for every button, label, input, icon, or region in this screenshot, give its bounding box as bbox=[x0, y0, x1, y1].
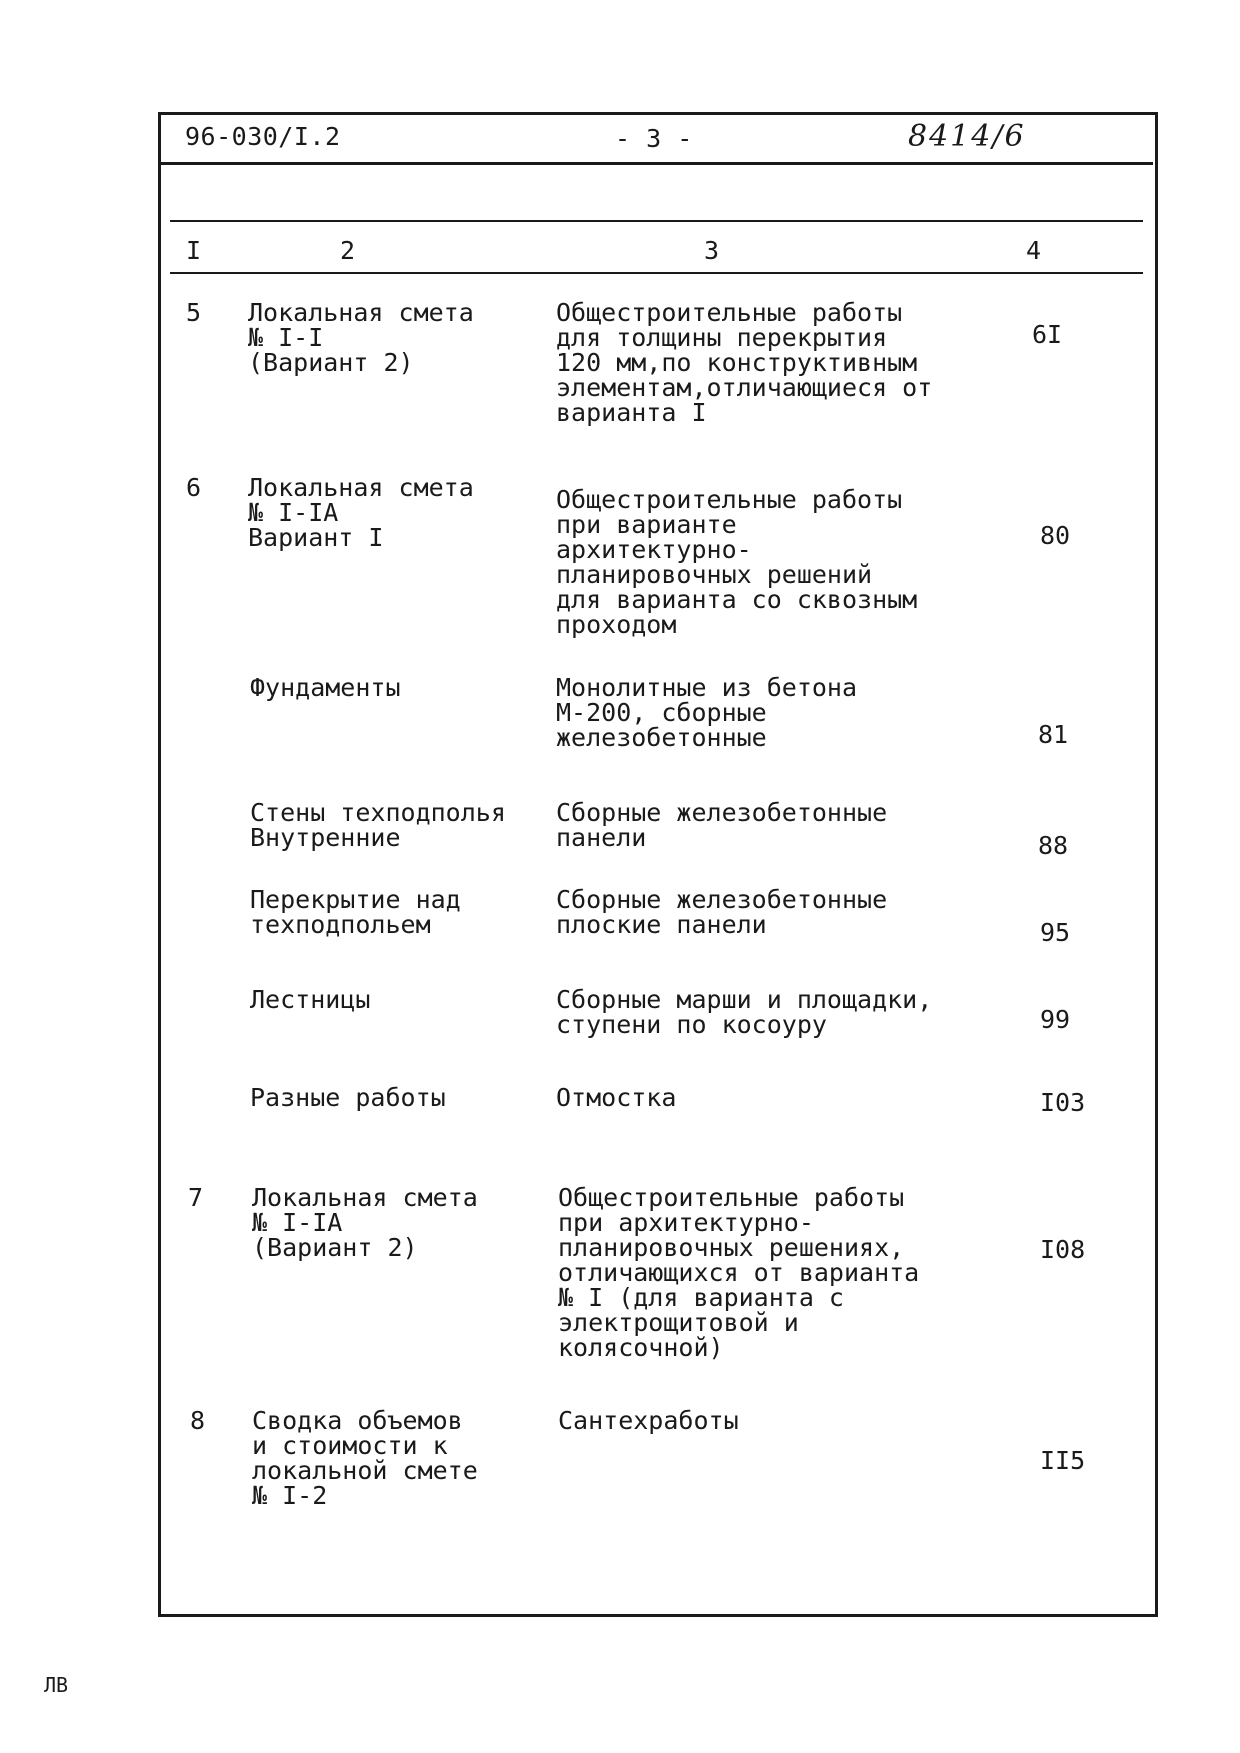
column-header-2: 2 bbox=[340, 236, 356, 265]
row-name: Сводка объемов и стоимости к локальной смете № I-2 bbox=[252, 1406, 478, 1510]
row-page: 99 bbox=[1040, 1005, 1071, 1034]
row-page: II5 bbox=[1040, 1446, 1086, 1475]
row-name: Локальная смета № I-IA Вариант I bbox=[248, 473, 474, 552]
row-description: Отмостка bbox=[556, 1083, 677, 1112]
row-page: 80 bbox=[1040, 521, 1071, 550]
row-page: 6I bbox=[1032, 320, 1063, 349]
header-divider bbox=[160, 162, 1153, 165]
document-code: 96-030/I.2 bbox=[185, 122, 341, 151]
column-header-3: 3 bbox=[704, 236, 720, 265]
row-page: 88 bbox=[1038, 831, 1069, 860]
row-name: Стены техподполья Внутренние bbox=[250, 798, 506, 852]
row-number: 5 bbox=[186, 298, 202, 327]
row-name: Лестницы bbox=[250, 985, 371, 1014]
column-header-4: 4 bbox=[1026, 236, 1042, 265]
row-page: 95 bbox=[1040, 918, 1071, 947]
row-number: 7 bbox=[188, 1183, 204, 1212]
row-name: Локальная смета № I-IA (Вариант 2) bbox=[252, 1183, 478, 1262]
row-description: Общестроительные работы при варианте архитектурно- планировочных решений для варианта со сквозным проходом bbox=[556, 485, 918, 639]
row-number: 8 bbox=[190, 1406, 206, 1435]
row-page: 81 bbox=[1038, 720, 1069, 749]
row-name: Локальная смета № I-I (Вариант 2) bbox=[248, 298, 474, 377]
column-header-bottom-rule bbox=[170, 272, 1143, 274]
row-name: Фундаменты bbox=[250, 673, 401, 702]
row-name: Перекрытие над техподпольем bbox=[250, 885, 461, 939]
archive-number: 8414/6 bbox=[908, 119, 1026, 154]
page-number: - 3 - bbox=[615, 124, 693, 153]
row-description: Монолитные из бетона М-200, сборные железобетонные bbox=[556, 673, 858, 752]
row-number: 6 bbox=[186, 473, 202, 502]
row-name: Разные работы bbox=[250, 1083, 446, 1112]
column-header-1: I bbox=[186, 236, 202, 265]
row-description: Сантехработы bbox=[558, 1406, 739, 1435]
row-description: Общестроительные работы при архитектурно- планировочных решениях, отличающихся от варианта № I (для варианта с электрощитовой и колясочной) bbox=[558, 1183, 920, 1362]
column-header-top-rule bbox=[170, 220, 1143, 222]
footer-mark: ЛВ bbox=[44, 1673, 69, 1697]
row-description: Сборные железобетонные панели bbox=[556, 798, 888, 852]
row-description: Общестроительные работы для толщины перекрытия 120 мм,по конструктивным элементам,отличающиеся от варианта I bbox=[556, 298, 933, 427]
row-page: I03 bbox=[1040, 1088, 1086, 1117]
row-description: Сборные марши и площадки, ступени по косоуру bbox=[556, 985, 933, 1039]
row-description: Сборные железобетонные плоские панели bbox=[556, 885, 888, 939]
row-page: I08 bbox=[1040, 1235, 1086, 1264]
